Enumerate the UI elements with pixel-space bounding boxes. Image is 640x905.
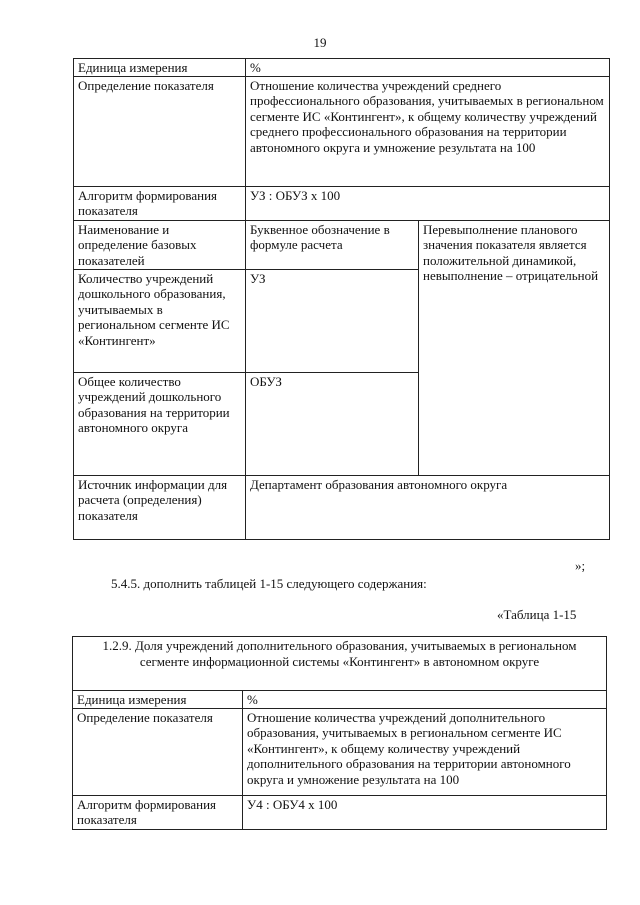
table-row <box>74 76 610 186</box>
indicator-table-1-15 <box>72 636 607 830</box>
algorithm-value: У4 : ОБУ4 х 100 <box>243 795 607 829</box>
unit-value: % <box>243 691 607 709</box>
algorithm-label: Алгоритм формирования показателя <box>74 186 246 220</box>
table-row <box>73 637 607 691</box>
unit-value: % <box>246 59 610 77</box>
base-symbol-header: Буквенное обозначение в формуле расчета <box>246 220 419 269</box>
page-number: 19 <box>313 35 327 50</box>
definition-value: Отношение количества учреждений дополнительного образования, учитываемых в региональном сегменте ИС «Контингент», к общему количеству учреждений дополнительного образования на территории автономного округа и умножение результата на 100 <box>243 708 607 795</box>
table-row <box>74 220 610 269</box>
algorithm-value: УЗ : ОБУЗ х 100 <box>246 186 610 220</box>
base-indicators-label: Наименование и определение базовых показателей <box>74 220 246 269</box>
base1-symbol: УЗ <box>246 269 419 372</box>
source-label: Источник информации для расчета (определения) показателя <box>74 475 246 539</box>
base2-label: Общее количество учреждений дошкольного образования на территории автономного округа <box>74 372 246 475</box>
closing-mark: »; <box>575 558 586 573</box>
instruction-text: 5.4.5. дополнить таблицей 1-15 следующего содержания: <box>111 576 427 591</box>
table-row <box>73 795 607 829</box>
algorithm-label: Алгоритм формирования показателя <box>73 795 243 829</box>
unit-label: Единица измерения <box>74 59 246 77</box>
table-row <box>74 475 610 539</box>
definition-value: Отношение количества учреждений среднего профессионального образования, учитываемых в региональном сегменте ИС «Контингент», к общему количеству учреждений среднего профессионального образования на территории автономного округа и умножение результата на 100 <box>246 76 610 186</box>
table-row <box>74 186 610 220</box>
table-label: «Таблица 1-15 <box>497 607 577 622</box>
definition-label: Определение показателя <box>74 76 246 186</box>
indicator-table-1-14 <box>73 58 610 540</box>
table-row <box>74 59 610 77</box>
base1-label: Количество учреждений дошкольного образования, учитываемых в региональном сегменте ИС «Контингент» <box>74 269 246 372</box>
table-heading: 1.2.9. Доля учреждений дополнительного образования, учитываемых в региональном сегменте информационной системы «Контингент» в автономном округе <box>73 637 607 691</box>
unit-label: Единица измерения <box>73 691 243 709</box>
dynamics-note: Перевыполнение планового значения показателя является положительной динамикой, невыполнение – отрицательной <box>419 220 610 475</box>
source-value: Департамент образования автономного округа <box>246 475 610 539</box>
definition-label: Определение показателя <box>73 708 243 795</box>
table-row <box>73 708 607 795</box>
base2-symbol: ОБУЗ <box>246 372 419 475</box>
table-row <box>73 691 607 709</box>
